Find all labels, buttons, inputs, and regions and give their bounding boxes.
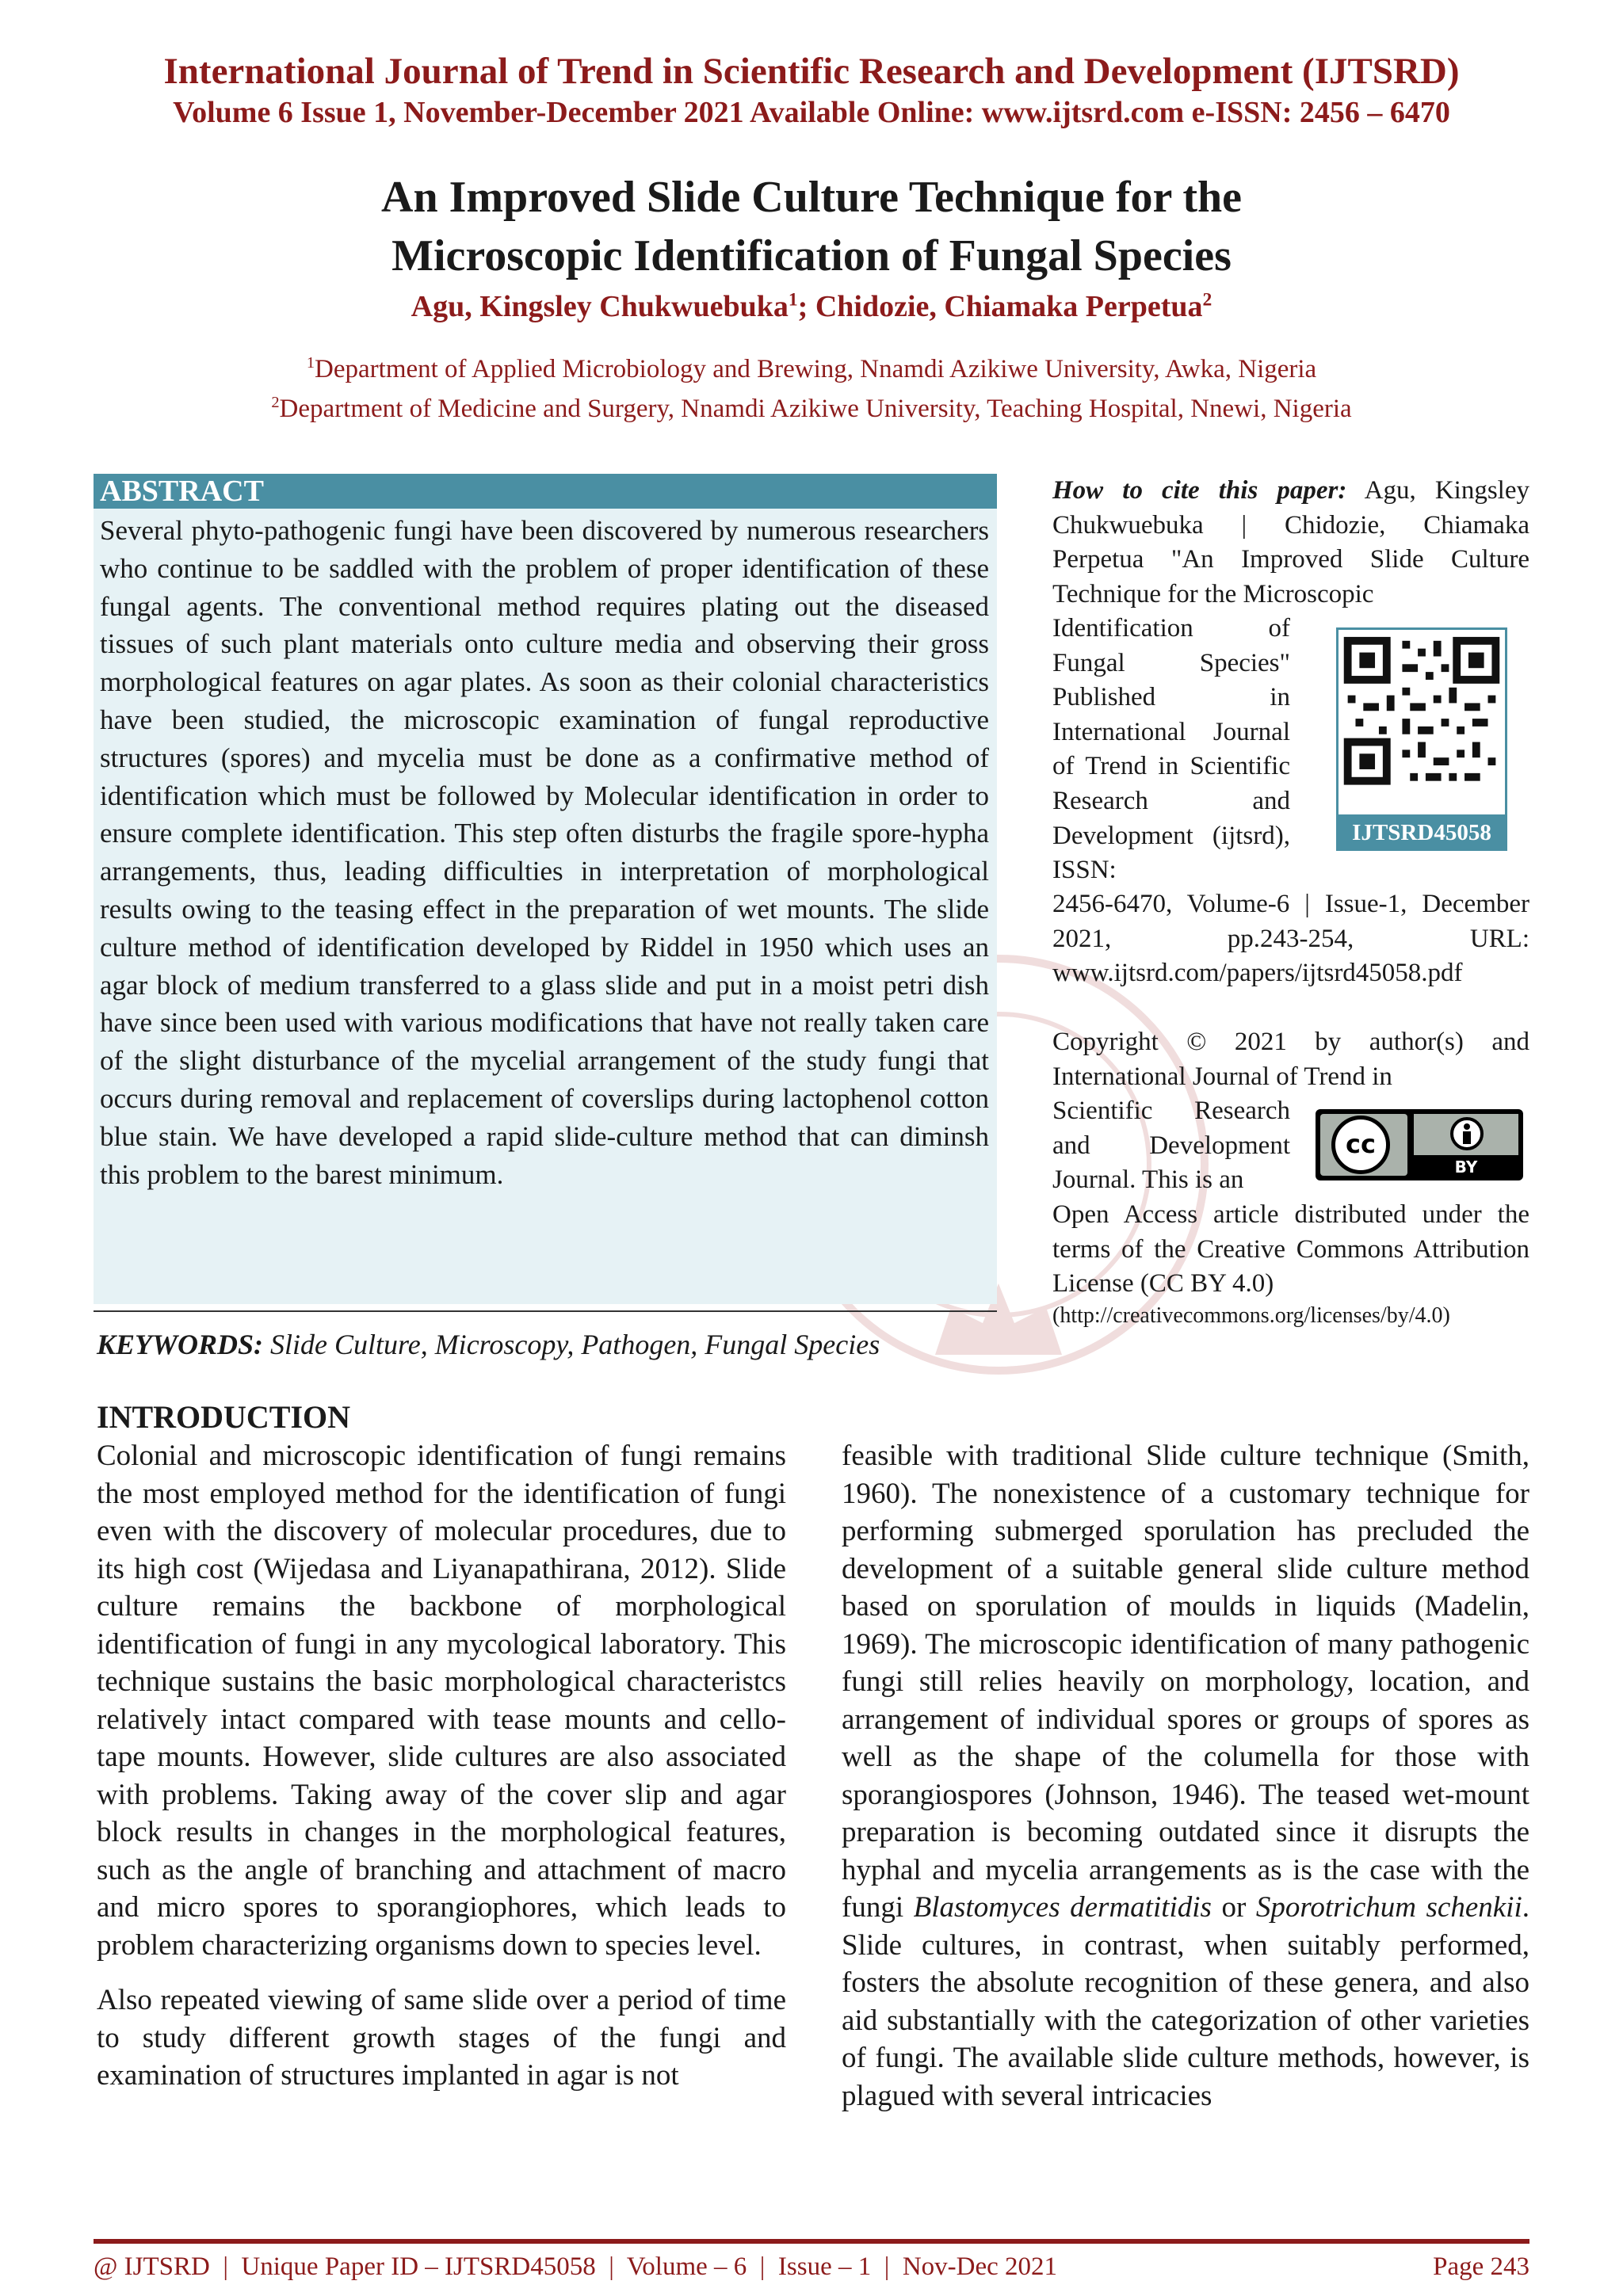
license-url[interactable]: (http://creativecommons.org/licenses/by/4.0): [1052, 1303, 1450, 1328]
affiliation-1-sup: 1: [306, 354, 315, 372]
affiliation-2: [0, 391, 1623, 426]
citation-label: How to cite this paper: [1052, 476, 1338, 505]
author-1: Agu, Kingsley Chukwuebuka: [411, 290, 789, 323]
citation-colon: :: [1338, 476, 1347, 505]
paper-title-line-1: An Improved Slide Culture Technique for the: [381, 173, 1242, 222]
cc-icon: cc: [1331, 1116, 1390, 1174]
copyright-top: Copyright © 2021 by author(s) and International Journal of Trend in: [1052, 1028, 1529, 1091]
paper-title-line-2: Microscopic Identification of Fungal Species: [391, 231, 1232, 280]
keywords-text: Slide Culture, Microscopy, Pathogen, Fungal Species: [263, 1329, 880, 1360]
author-2: Chidozie, Chiamaka Perpetua: [815, 290, 1203, 323]
intro-p3-part-a: feasible with traditional Slide culture technique (Smith, 1960). The nonexistence of a customary technique for performing submerged sporulation has precluded the development of a suitable general slide culture method based on sporulation of moulds in liquids (Madelin, 1969). The microscopic identification of many pathogenic fungi still relies heavily on morphology, location, and arrangement of individual spores or groups of spores as well as the shape of the columella for those with sporangiospores (Johnson, 1946). The teased wet-mount preparation is becoming outdated since it disrupts the hyphal and mycelia arrangements as is the case with the fungi: [842, 1440, 1529, 1924]
person-icon: [1450, 1117, 1484, 1150]
citation-text-top: Agu, Kingsley Chukwuebuka | Chidozie, Chiamaka Perpetua "An Improved Slide Culture Technique for the Microscopic: [1052, 476, 1530, 608]
page-footer: [94, 2250, 1529, 2283]
intro-paragraph-3: [842, 1437, 1529, 2115]
abstract-divider: [94, 1310, 997, 1312]
body-column-left: [97, 1437, 786, 2112]
paper-id-label: IJTSRD45058: [1336, 814, 1507, 851]
affiliation-1: [0, 352, 1623, 387]
intro-paragraph-2: Also repeated viewing of same slide over a period of time to study different growth stages of the fungi and examination of structures implanted in agar is not: [97, 1984, 786, 2092]
footer-divider: [94, 2239, 1529, 2244]
introduction-heading: INTRODUCTION: [97, 1399, 351, 1435]
copyright-narrow: Scientific Research and Development Journal. This is an: [1052, 1097, 1290, 1195]
author-line: [0, 287, 1623, 326]
citation-text-narrow: Identification of Fungal Species" Published in International Journal of Trend in Scientific Research and Development (ijtsrd), ISSN:: [1052, 614, 1290, 885]
journal-title: International Journal of Trend in Scientific Research and Development (IJTSRD): [163, 51, 1460, 92]
author-1-sup: 1: [788, 289, 798, 311]
copyright-bottom: Open Access article distributed under the terms of the Creative Commons Attribution License (CC BY 4.0): [1052, 1200, 1529, 1299]
affiliation-1-text: Department of Applied Microbiology and Brewing, Nnamdi Azikiwe University, Awka, Nigeria: [315, 355, 1317, 383]
footer-text: @ IJTSRD | Unique Paper ID – IJTSRD45058 | Volume – 6 | Issue – 1 | Nov-Dec 2021: [94, 2252, 1058, 2281]
page-number: Page 243: [1433, 2252, 1529, 2281]
abstract-text: Several phyto-pathogenic fungi have been discovered by numerous researchers who continue to be saddled with the problem of proper identification of these fungal agents. The conventional method requires plating out the diseased tissues of such plant materials onto culture media and observing their gross morphological features on agar plates. As soon as their colonial characteristics have been studied, the microscopic examination of fungal reproductive structures (spores) and mycelia must be done as a confirmative method of identification which must be followed by Molecular identification in order to ensure complete identification. This step often disturbs the fragile spore-hypha arrangements, thus, leading difficulties in interpretation of morphological results owing to the teasing effect in the preparation of wet mounts. The slide culture method of identification developed by Riddel in 1950 which uses an agar block of medium transferred to a glass slide and put in a moist petri dish have since been used with various modifications that have not really taken care of the slight disturbance of the mycelial arrangement of the study fungi that occurs during removal and replacement of coverslips during lactophenol cotton blue stain. We have developed a rapid slide-culture method that can diminsh this problem to the barest minimum.: [100, 515, 989, 1190]
cc-by-license-badge[interactable]: [1316, 1109, 1523, 1180]
body-column-right: [842, 1437, 1529, 2132]
intro-p3-part-b: . Slide cultures, in contrast, when suitably performed, fosters the absolute recognition of these genera, and also aid substantially with the categorization of other varieties of fungi. The available slide culture methods, however, is plagued with several intricacies: [842, 1891, 1529, 2112]
keywords-label: KEYWORDS:: [97, 1329, 264, 1360]
intro-paragraph-1: Colonial and microscopic identification of fungi remains the most employed method for the identification of fungi even with the discovery of molecular procedures, due to its high cost (Wijedasa and Liyanapathirana, 2012). Slide culture remains the backbone of morphological identification of fungi in any mycological laboratory. This technique sustains the basic morphological characteristcs relatively intact compared with tease mounts and cello-tape mounts. However, slide cultures are also associated with problems. Taking away of the cover slip and agar block results in changes in the morphological features, such as the angle of branching and attachment of macro and micro spores to sporangiophores, which leads to problem characterizing organisms down to species level.: [97, 1440, 786, 1962]
author-separator: ;: [797, 290, 815, 323]
citation-block-top: [1052, 474, 1529, 612]
intro-p3-or: or: [1211, 1891, 1256, 1924]
abstract-heading: ABSTRACT: [94, 474, 997, 509]
abstract-box: [94, 509, 997, 1304]
by-label: BY: [1454, 1158, 1478, 1177]
journal-volume-line: Volume 6 Issue 1, November-December 2021 Available Online: www.ijtsrd.com e-ISSN: 2456 – 6470: [173, 96, 1450, 129]
paper-title: [0, 168, 1623, 285]
qr-code-icon: [1338, 633, 1505, 812]
keywords: [97, 1326, 1000, 1363]
author-2-sup: 2: [1202, 289, 1212, 311]
species-sporotrichum: Sporotrichum schenkii: [1255, 1891, 1522, 1924]
affiliation-2-text: Department of Medicine and Surgery, Nnamdi Azikiwe University, Teaching Hospital, Nnewi, Nigeria: [279, 395, 1352, 423]
affiliation-2-sup: 2: [271, 394, 280, 411]
citation-text-bottom: 2456-6470, Volume-6 | Issue-1, December 2021, pp.243-254, URL: www.ijtsrd.com/papers/ijtsrd45058.pdf: [1052, 890, 1529, 988]
species-blastomyces: Blastomyces dermatitidis: [913, 1891, 1212, 1924]
